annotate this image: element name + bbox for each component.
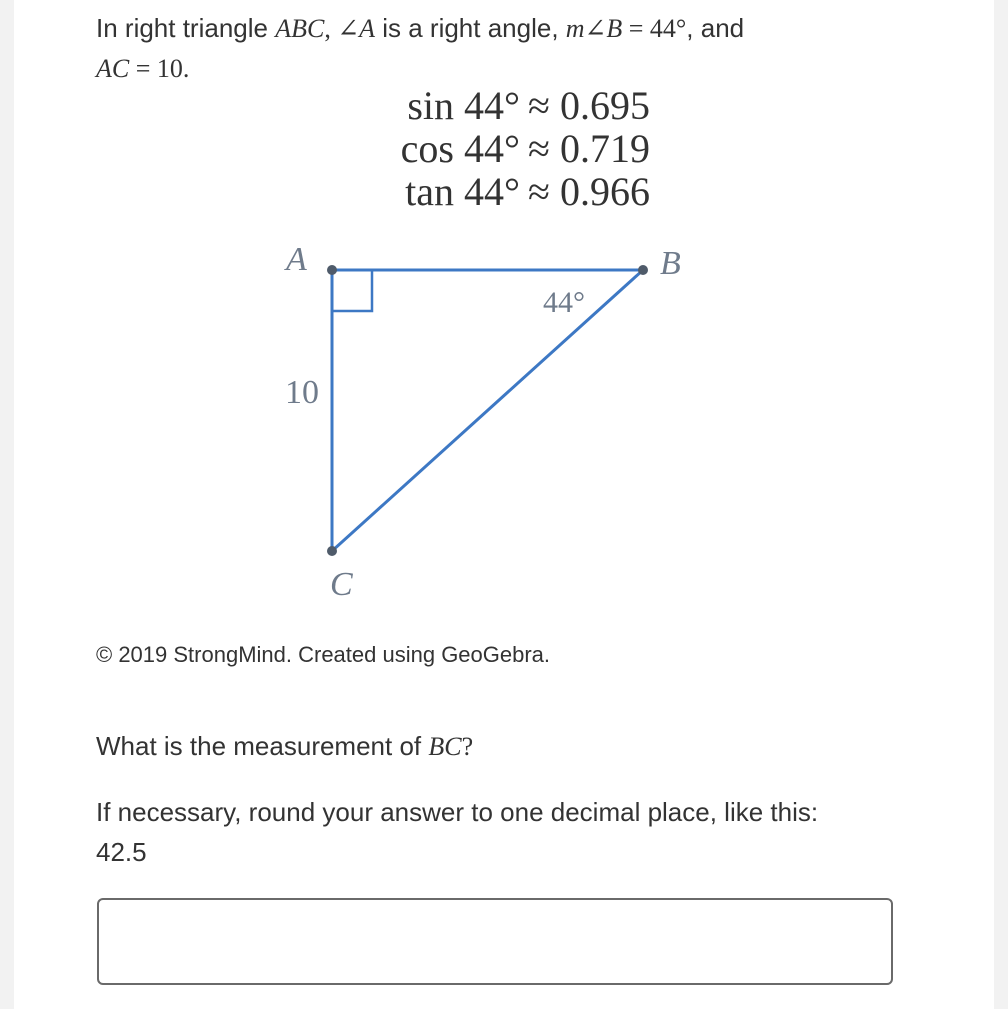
rounding-instruction [96,792,936,872]
vertex-c-point [327,546,337,556]
answer-input[interactable] [97,898,893,985]
label-b: B [660,245,681,282]
instruction-line: If necessary, round your answer to one decimal place, like this: [96,797,819,827]
label-side-ac: 10 [285,374,319,411]
side-ac-symbol: AC [96,54,130,83]
question-prompt [96,726,473,767]
triangle-sides [332,270,643,551]
angle-b-value: = 44° [622,14,687,43]
trig-value: ≈ 0.966 [528,169,650,214]
right-angle-text: is a right angle, [375,13,566,43]
vertex-a-point [327,265,337,275]
trig-function: sin 44° [407,83,520,128]
trig-value: ≈ 0.695 [528,83,650,128]
question-mark: ? [461,732,474,761]
side-bc-symbol: BC [428,732,462,761]
example-answer: 42.5 [96,837,147,867]
label-c: C [330,566,353,603]
prompt-text: What is the measurement of [96,731,429,761]
comma: , [324,14,338,43]
question-text-intro: In right triangle [96,13,276,43]
vertex-b-point [638,265,648,275]
side-ac-value: = 10. [129,54,190,83]
angle-b-measure: m∠B [565,14,623,43]
triangle-labels [284,241,681,603]
label-a: A [286,241,307,278]
angle-a-symbol: ∠A [337,14,375,43]
right-angle-marker [332,270,372,311]
trig-function: tan 44° [405,169,520,214]
trig-function: cos 44° [400,126,520,171]
side-bc [332,270,643,551]
trig-value: ≈ 0.719 [528,126,650,171]
copyright-credit: © 2019 StrongMind. Created using GeoGebra. [96,642,551,667]
triangle-name: ABC [275,14,325,43]
and-text: , and [686,13,745,43]
label-angle-b: 44° [543,286,585,319]
